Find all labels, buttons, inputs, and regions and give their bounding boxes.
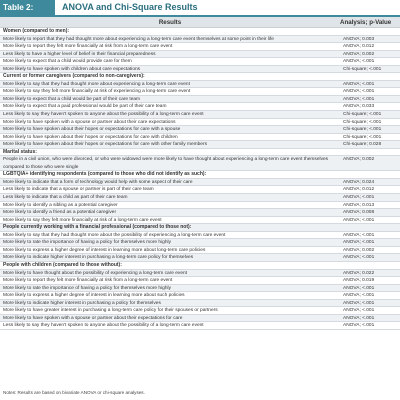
- pvalue-cell: ANOVA; 0.002: [343, 247, 375, 253]
- result-cell: More likely to have spoken about their hopes or expectations for care with a spouse: [3, 127, 181, 133]
- table-row: [0, 134, 400, 142]
- pvalue-cell: ANOVA; 0.033: [343, 104, 375, 110]
- result-cell: Less likely to indicate that a child as part of their care team: [3, 195, 128, 201]
- result-cell: Less likely to say they haven't spoken to anyone about the possibility of a long-term care event: [3, 323, 204, 329]
- table-row: [0, 36, 400, 44]
- result-cell: More likely to say that they had thought more about the possibility of experiencing a long-term care event: [3, 232, 226, 238]
- table-row: [0, 285, 400, 293]
- result-cell: More likely to express a higher degree of interest in learning more about such policies: [3, 293, 185, 299]
- pvalue-cell: ANOVA; <.001: [343, 81, 375, 87]
- result-cell: More likely to have spoken about their hopes or expectations for care with children: [3, 134, 178, 140]
- section-title: People currently working with a financial professional (compared to those not):: [3, 224, 192, 231]
- table-row: [0, 194, 400, 202]
- result-cell: More likely to expect that a paid professional would be part of their care team: [3, 104, 167, 110]
- section-title: Women (compared to men):: [3, 28, 70, 34]
- table-row: [0, 254, 400, 262]
- table-row: [0, 156, 400, 171]
- pvalue-cell: Chi-square; <.001: [343, 127, 382, 133]
- pvalue-cell: ANOVA; <.001: [343, 315, 375, 321]
- result-cell: More likely to have greater interest in purchasing a long-term care policy for their spouses or partners: [3, 308, 218, 314]
- table-row: [0, 141, 400, 149]
- result-cell: More likely to have spoken with a spouse or partner about their care expectations: [3, 119, 176, 125]
- result-cell: More likely to have spoken with children about care expectations: [3, 66, 141, 72]
- pvalue-cell: Chi-square; <.001: [343, 112, 382, 118]
- result-cell: More likely to have thought about the possibility of experiencing a long-term care event: [3, 270, 187, 276]
- section-header-row: [0, 262, 400, 270]
- table-number: Table 2:: [0, 0, 55, 15]
- results-table: [0, 17, 400, 330]
- result-cell: More likely to have spoken about their hopes or expectations for care with other family members: [3, 142, 207, 148]
- table-row: [0, 88, 400, 96]
- pvalue-cell: ANOVA; <.001: [343, 89, 375, 95]
- table-header: [0, 17, 400, 28]
- table-row: [0, 43, 400, 51]
- table-row: [0, 66, 400, 74]
- section-title: Marital status:: [3, 148, 37, 155]
- pvalue-cell: ANOVA; 0.013: [343, 202, 375, 208]
- pvalue-cell: ANOVA; <.001: [343, 195, 375, 201]
- pvalue-cell: ANOVA; 0.002: [343, 157, 375, 163]
- result-cell: More likely to expect that a child would provide care for them: [3, 59, 132, 65]
- pvalue-cell: Chi-square; <.001: [343, 134, 382, 140]
- result-cell: More likely to rate the importance of having a policy for themselves more highly: [3, 285, 171, 291]
- section-title: LGBTQIA+ identifying respondents (compared to those who did not identify as such):: [3, 171, 207, 178]
- pvalue-cell: ANOVA; <.001: [343, 59, 375, 65]
- pvalue-cell: ANOVA; 0.012: [343, 187, 375, 193]
- result-cell: More likely to report that they had thought more about experiencing a long-term care event themselves at some point in their life: [3, 36, 274, 42]
- table-title-bar: [0, 0, 400, 17]
- section-header-row: [0, 28, 400, 36]
- result-cell: More likely to expect that a child would be part of their care team: [3, 96, 141, 102]
- result-cell: More likely to rate the importance of having a policy for themselves more highly: [3, 240, 171, 246]
- pvalue-cell: ANOVA; 0.003: [343, 36, 375, 42]
- table-row: [0, 111, 400, 119]
- table-row: [0, 300, 400, 308]
- table-row: [0, 179, 400, 187]
- table-row: [0, 103, 400, 111]
- table-row: [0, 96, 400, 104]
- pvalue-cell: Chi-square; <.001: [343, 119, 382, 125]
- pvalue-cell: ANOVA; 0.022: [343, 270, 375, 276]
- table-row: [0, 81, 400, 89]
- result-cell: More likely to indicate higher interest in purchasing a long-term care policy for themselves: [3, 255, 194, 261]
- table-row: [0, 239, 400, 247]
- table-row: [0, 307, 400, 315]
- table-notes: Notes: Results are based on bivariate ANOVA or chi-square analyses.: [3, 390, 145, 395]
- result-cell: Less likely to indicate that a spouse or partner is part of their care team: [3, 187, 154, 193]
- result-cell: More likely to identify a friend as a potential caregiver: [3, 210, 117, 216]
- result-cell: More likely to report they felt more financially at risk from a long-term care event: [3, 278, 173, 284]
- result-cell: More likely to report they felt more financially at risk from a long-term care event: [3, 44, 173, 50]
- result-cell: More likely to have spoken with a spouse or partner about their expectations for care: [3, 315, 183, 321]
- table-row: [0, 247, 400, 255]
- table-row: [0, 119, 400, 127]
- table-title: ANOVA and Chi-Square Results: [62, 2, 198, 12]
- pvalue-cell: ANOVA; <.001: [343, 232, 375, 238]
- result-cell: More likely to indicate that a form of technology would help with some aspect of their care: [3, 179, 193, 185]
- result-cell: More likely to say that they had thought more about experiencing a long-term care event: [3, 81, 190, 87]
- pvalue-cell: ANOVA; <.001: [343, 323, 375, 329]
- result-cell: People in a civil union, who were divorced, or who were widowed were more likely to have thought about experiencing a long-term care event themselves compared to those who were single: [3, 157, 329, 170]
- result-cell: More likely to identify a sibling as a potential caregiver: [3, 202, 118, 208]
- section-title: Current or former caregivers (compared to non-caregivers):: [3, 73, 145, 80]
- section-header-row: [0, 149, 400, 157]
- section-title: People with children (compared to those without):: [3, 261, 122, 268]
- result-cell: More likely to say they felt more financially at risk of a long-term care event: [3, 217, 162, 223]
- table-row: [0, 315, 400, 323]
- section-header-row: [0, 224, 400, 232]
- table-row: [0, 209, 400, 217]
- pvalue-cell: ANOVA; <.001: [343, 255, 375, 261]
- pvalue-cell: ANOVA; 0.024: [343, 179, 375, 185]
- section-header-row: [0, 73, 400, 81]
- table-row: [0, 322, 400, 330]
- table-row: [0, 51, 400, 59]
- table-row: [0, 232, 400, 240]
- result-cell: More likely to say they felt more financially at risk of experiencing a long-term care event: [3, 89, 191, 95]
- table-row: [0, 292, 400, 300]
- pvalue-cell: ANOVA; <.001: [343, 300, 375, 306]
- table-row: [0, 277, 400, 285]
- table-body: [0, 28, 400, 330]
- result-cell: More likely to indicate higher interest in purchasing a policy for themselves: [3, 300, 161, 306]
- pvalue-cell: ANOVA; <.001: [343, 217, 375, 223]
- table-row: [0, 126, 400, 134]
- result-cell: Less likely to have a higher level of belief in their financial preparedness: [3, 51, 156, 57]
- pvalue-cell: ANOVA; <.001: [343, 293, 375, 299]
- pvalue-cell: ANOVA; <.001: [343, 96, 375, 102]
- pvalue-cell: ANOVA; <.001: [343, 308, 375, 314]
- pvalue-cell: ANOVA; 0.012: [343, 44, 375, 50]
- result-cell: More likely to express a higher degree of interest in learning more about long-term care policies: [3, 247, 206, 253]
- pvalue-cell: ANOVA; 0.008: [343, 210, 375, 216]
- pvalue-cell: ANOVA; 0.019: [343, 278, 375, 284]
- pvalue-cell: Chi-square; 0.028: [343, 142, 382, 148]
- table-row: [0, 270, 400, 278]
- section-header-row: [0, 171, 400, 179]
- result-cell: Less likely to say they haven't spoken to anyone about the possibility of a long-term care event: [3, 112, 204, 118]
- pvalue-cell: Chi-square; <.001: [343, 66, 382, 72]
- pvalue-cell: ANOVA; 0.002: [343, 51, 375, 57]
- header-results: Results: [158, 19, 182, 26]
- table-row: [0, 202, 400, 210]
- header-value: Analysis; p-Value: [340, 19, 392, 26]
- pvalue-cell: ANOVA; <.001: [343, 240, 375, 246]
- table-row: [0, 217, 400, 225]
- table-row: [0, 186, 400, 194]
- pvalue-cell: ANOVA; <.001: [343, 285, 375, 291]
- table-row: [0, 58, 400, 66]
